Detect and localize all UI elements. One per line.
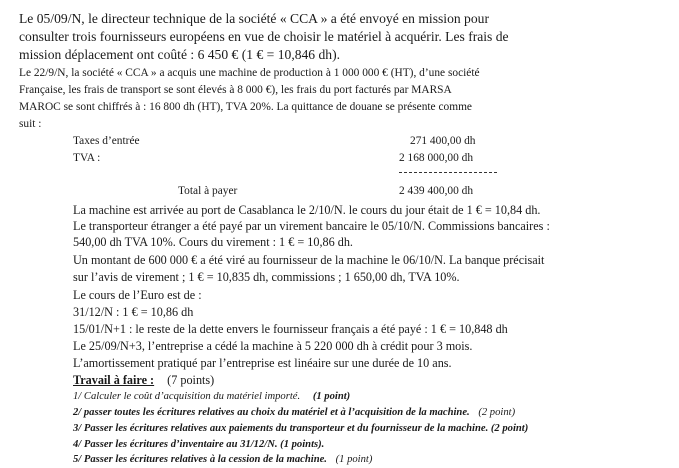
customs-value-taxes: 271 400,00 dh: [410, 135, 476, 147]
payment-line-1: Un montant de 600 000 € a été viré au fournisseur de la machine le 06/10/N. La banque précisait: [73, 253, 545, 267]
customs-label-total: Total à payer: [178, 185, 238, 197]
question-5-text: 5/ Passer les écritures relatives à la cession de la machine.: [73, 454, 327, 465]
work-points: (7 points): [167, 373, 215, 387]
question-2: [73, 408, 515, 419]
transport-line-1: Le transporteur étranger a été payé par un virement bancaire le 05/10/N. Commissions bancaires :: [73, 219, 550, 233]
transport-line-2: 540,00 dh TVA 10%. Cours du virement : 1 € = 10,86 dh.: [73, 235, 353, 249]
question-3: [73, 424, 528, 435]
question-1: [73, 392, 350, 403]
question-2-text: 2/ passer toutes les écritures relatives au choix du matériel et à l’acquisition de la machine.: [73, 407, 470, 418]
amortization-line: L’amortissement pratiqué par l’entreprise est linéaire sur une durée de 10 ans.: [73, 356, 452, 370]
work-title: Travail à faire :: [73, 373, 155, 387]
customs-label-tva: TVA :: [73, 152, 101, 164]
euro-rate-line: Le cours de l’Euro est de :: [73, 288, 202, 302]
question-5-points: (1 point): [335, 454, 373, 465]
payment-line-2: sur l’avis de virement ; 1 € = 10,835 dh, commissions ; 1 650,00 dh, TVA 10%.: [73, 270, 460, 284]
intro-line-3: mission déplacement ont coûté : 6 450 € (1 € = 10,846 dh).: [19, 47, 341, 62]
purchase-line-4: suit :: [19, 118, 42, 130]
sale-line: Le 25/09/N+3, l’entreprise a cédé la machine à 5 220 000 dh à crédit pour 3 mois.: [73, 339, 473, 353]
question-4: [73, 440, 324, 451]
intro-line-2: consulter trois fournisseurs européens en vue de choisir le matériel à acquérir. Les frais de: [19, 29, 509, 44]
customs-label-taxes: Taxes d’entrée: [73, 135, 140, 147]
purchase-line-1: Le 22/9/N, la société « CCA » a acquis une machine de production à 1 000 000 € (HT), d’une société: [19, 67, 480, 79]
customs-value-total: 2 439 400,00 dh: [399, 185, 474, 197]
purchase-line-3: MAROC se sont chiffrés à : 16 800 dh (HT), TVA 20%. La quittance de douane se présente comme: [19, 101, 472, 113]
purchase-line-2: Française, les frais de transport se sont élevés à 8 000 €), les frais du port facturés par MARSA: [19, 84, 452, 96]
question-2-points: (2 point): [478, 407, 516, 418]
question-3-text: 3/ Passer les écritures relatives aux paiements du transporteur et du fournisseur de la machine. (2 point): [73, 423, 529, 434]
rate-3112-line: 31/12/N : 1 € = 10,86 dh: [73, 305, 194, 319]
total-separator: [399, 172, 497, 173]
question-1-points: (1 point): [312, 391, 351, 402]
arrival-line: La machine est arrivée au port de Casablanca le 2/10/N. le cours du jour était de 1 € = 10,84 dh.: [73, 203, 541, 217]
question-4-text: 4/ Passer les écritures d’inventaire au 31/12/N. (1 points).: [73, 439, 325, 450]
rest-paid-line: 15/01/N+1 : le reste de la dette envers le fournisseur français a été payé : 1 € = 10,848 dh: [73, 322, 508, 336]
customs-value-tva: 2 168 000,00 dh: [399, 152, 474, 164]
question-1-text: 1/ Calculer le coût d’acquisition du matériel importé.: [73, 391, 301, 402]
intro-line-1: Le 05/09/N, le directeur technique de la société « CCA » a été envoyé en mission pour: [19, 11, 489, 26]
question-5: [73, 455, 372, 466]
work-heading: [73, 374, 214, 386]
